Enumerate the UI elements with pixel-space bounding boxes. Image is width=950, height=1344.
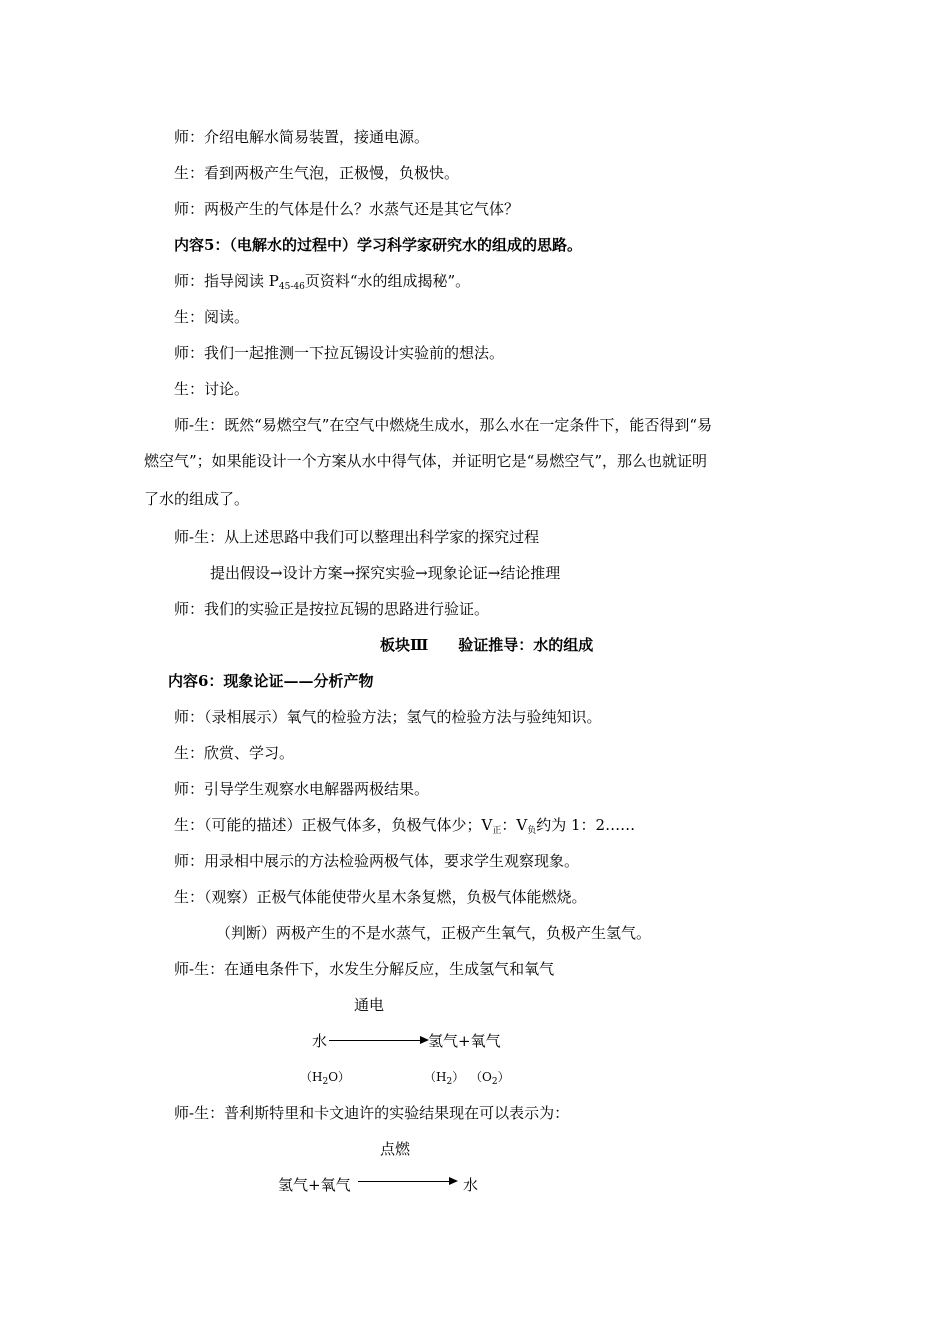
eq2-condition: 点燃 bbox=[380, 1140, 411, 1158]
teacher-line-lavoisier: 师：我们一起推测一下拉瓦锡设计实验前的想法。 bbox=[174, 344, 505, 362]
eq1-arrow bbox=[329, 1040, 427, 1041]
section-heading: 板块Ⅲ 验证推导：水的组成 bbox=[380, 636, 594, 654]
eq2-product: 水 bbox=[463, 1176, 479, 1194]
eq1-formula-oxygen: $(O_2)$ bbox=[470, 1070, 510, 1087]
eq1-condition: 通电 bbox=[354, 996, 385, 1014]
student-line-describe: 生：（可能的描述）正极气体多，负极气体少；$V_正$：$V_负$约为 1：2…… bbox=[174, 816, 636, 836]
eq1-product: 氢气+氧气 bbox=[428, 1032, 501, 1050]
student-line-observation: 生：（观察）正极气体能使带火星木条复燃，负极气体能燃烧。 bbox=[174, 888, 587, 906]
student-line-judgment: （判断）两极产生的不是水蒸气，正极产生氧气，负极产生氢气。 bbox=[216, 924, 652, 942]
process-flow: 提出假设→设计方案→探究实验→现象论证→结论推理 bbox=[210, 564, 561, 582]
teacher-student-line-results: 师-生：普利斯特里和卡文迪许的实验结果现在可以表示为： bbox=[174, 1104, 570, 1122]
student-line-discuss: 生：讨论。 bbox=[174, 380, 250, 398]
teacher-line-observe: 师：引导学生观察水电解器两极结果。 bbox=[174, 780, 430, 798]
teacher-student-line-decompose: 师-生：在通电条件下，水发生分解反应，生成氢气和氧气 bbox=[174, 960, 555, 978]
eq2-arrow bbox=[358, 1181, 456, 1182]
content5-heading: 内容5：（电解水的过程中）学习科学家研究水的组成的思路。 bbox=[174, 236, 582, 254]
teacher-line-question: 师：两极产生的气体是什么？水蒸气还是其它气体？ bbox=[174, 200, 520, 218]
student-line-bubbles: 生：看到两极产生气泡，正极慢，负极快。 bbox=[174, 164, 460, 182]
teacher-line-test: 师：用录相中展示的方法检验两极气体，要求学生观察现象。 bbox=[174, 852, 580, 870]
eq2-reactant: 氢气+氧气 bbox=[278, 1176, 351, 1194]
teacher-student-line-process: 师-生：从上述思路中我们可以整理出科学家的探究过程 bbox=[174, 528, 540, 546]
content6-heading: 内容6：现象论证——分析产物 bbox=[168, 672, 374, 690]
eq1-formula-water: $(H_2O)$ bbox=[300, 1070, 351, 1087]
eq1-reactant: 水 bbox=[312, 1032, 328, 1050]
teacher-line-reading: 师：指导阅读 $P_{45-46}$页资料“水的组成揭秘”。 bbox=[174, 272, 471, 292]
paragraph-line-3: 了水的组成了。 bbox=[144, 490, 250, 508]
eq1-formula-hydrogen: $(H_2)$ bbox=[424, 1070, 465, 1087]
teacher-line-video: 师：（录相展示）氧气的检验方法；氢气的检验方法与验纯知识。 bbox=[174, 708, 602, 726]
teacher-line-intro-device: 师：介绍电解水简易装置，接通电源。 bbox=[174, 128, 430, 146]
paragraph-line-1: 师-生：既然“易燃空气”在空气中燃烧生成水，那么水在一定条件下，能否得到“易 bbox=[174, 416, 713, 434]
student-line-appreciate: 生：欣赏、学习。 bbox=[174, 744, 295, 762]
teacher-line-verify: 师：我们的实验正是按拉瓦锡的思路进行验证。 bbox=[174, 600, 490, 618]
student-line-read: 生：阅读。 bbox=[174, 308, 250, 326]
paragraph-line-2: 燃空气”；如果能设计一个方案从水中得气体，并证明它是“易燃空气”，那么也就证明 bbox=[144, 452, 708, 470]
